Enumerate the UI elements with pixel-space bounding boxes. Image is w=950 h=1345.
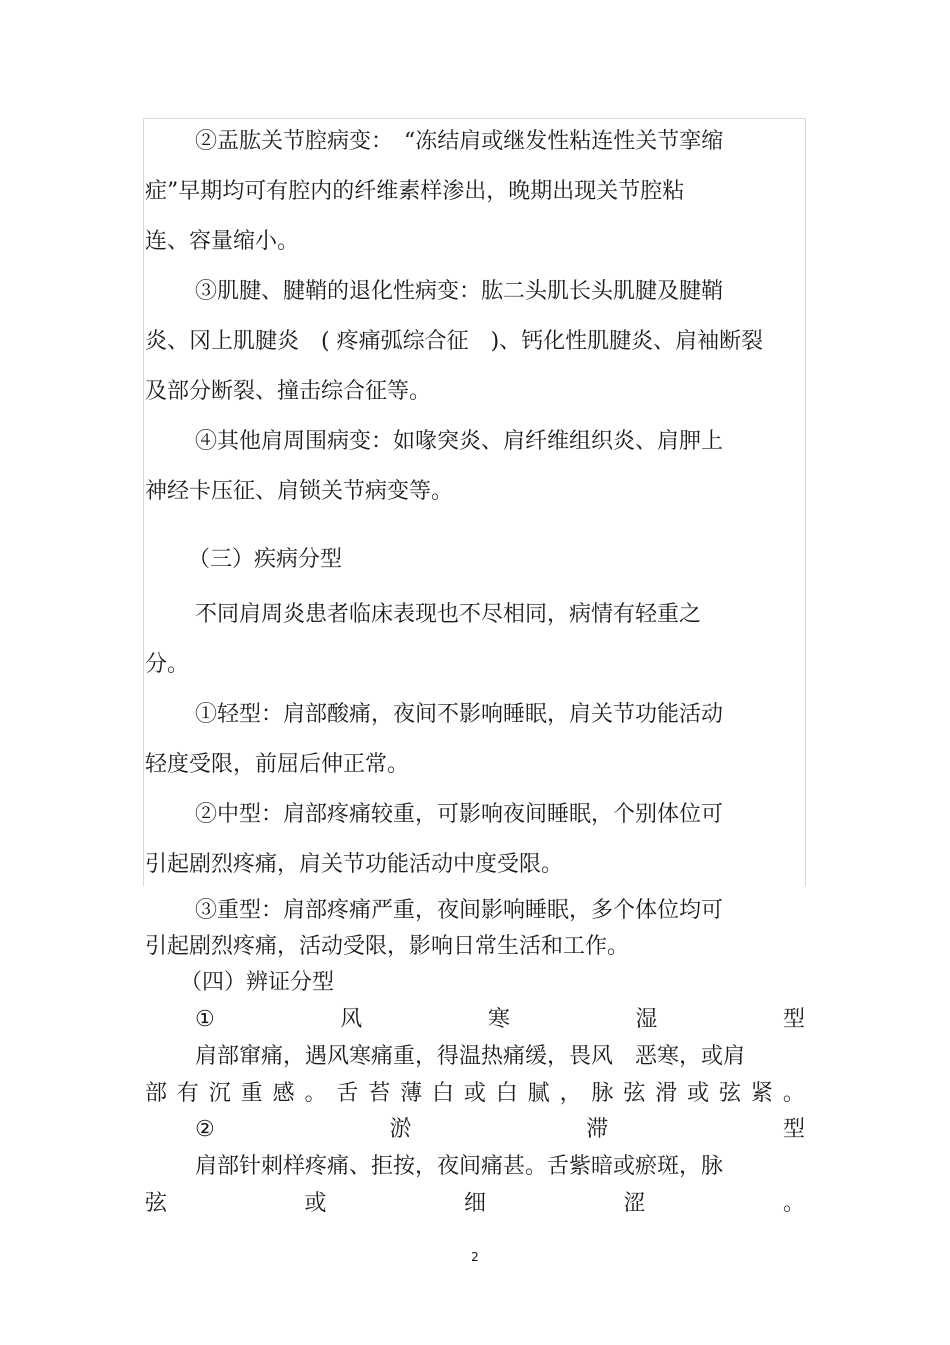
text-line: 分。 — [145, 652, 190, 677]
text-line: 炎、冈上肌腱炎 ( 疼痛弧综合征 )、钙化性肌腱炎、肩袖断裂 — [145, 329, 764, 354]
text-line: 肩部针刺样疼痛、拒按，夜间痛甚。舌紫暗或瘀斑，脉 — [195, 1154, 724, 1179]
tongue-pulse-line-2: 弦 或 细 涩 。 — [145, 1191, 805, 1216]
section-heading: （四）辨证分型 — [180, 970, 335, 995]
page-number: 2 — [471, 1250, 479, 1264]
text-line: 神经卡压征、肩锁关节病变等。 — [145, 479, 454, 504]
syndrome-type-1-heading: ① 风 寒 湿 型 — [195, 1007, 805, 1032]
text-line: 轻度受限，前屈后伸正常。 — [145, 752, 410, 777]
syndrome-type-2-heading: ② 淤 滞 型 — [195, 1117, 805, 1142]
text-line: 引起剧烈疼痛，肩关节功能活动中度受限。 — [145, 852, 564, 877]
section-heading: （三）疾病分型 — [188, 547, 343, 572]
text-line: 肩部窜痛，遇风寒痛重，得温热痛缓，畏风 恶寒，或肩 — [195, 1044, 746, 1069]
text-line: 连、容量缩小。 — [145, 229, 300, 254]
text-line: 不同肩周炎患者临床表现也不尽相同，病情有轻重之 — [195, 602, 702, 627]
text-line: ②盂肱关节腔病变： “冻结肩或继发性粘连性关节挛缩 — [195, 129, 724, 154]
tongue-pulse-line-1: 部 有 沉 重 感 。 舌 苔 薄 白 或 白 腻 ， 脉 弦 滑 或 弦 紧 。 — [145, 1081, 805, 1106]
text-line: ③重型：肩部疼痛严重，夜间影响睡眠，多个体位均可 — [195, 898, 724, 923]
text-line: ①轻型：肩部酸痛，夜间不影响睡眠，肩关节功能活动 — [195, 702, 724, 727]
text-line: ④其他肩周围病变：如喙突炎、肩纤维组织炎、肩胛上 — [195, 429, 724, 454]
text-line: ②中型：肩部疼痛较重，可影响夜间睡眠，个别体位可 — [195, 802, 724, 827]
text-line: ③肌腱、腱鞘的退化性病变：肱二头肌长头肌腱及腱鞘 — [195, 279, 724, 304]
text-line: 症”早期均可有腔内的纤维素样渗出，晚期出现关节腔粘 — [145, 179, 685, 204]
text-line: 引起剧烈疼痛，活动受限，影响日常生活和工作。 — [145, 934, 630, 959]
text-line: 及部分断裂、撞击综合征等。 — [145, 379, 432, 404]
